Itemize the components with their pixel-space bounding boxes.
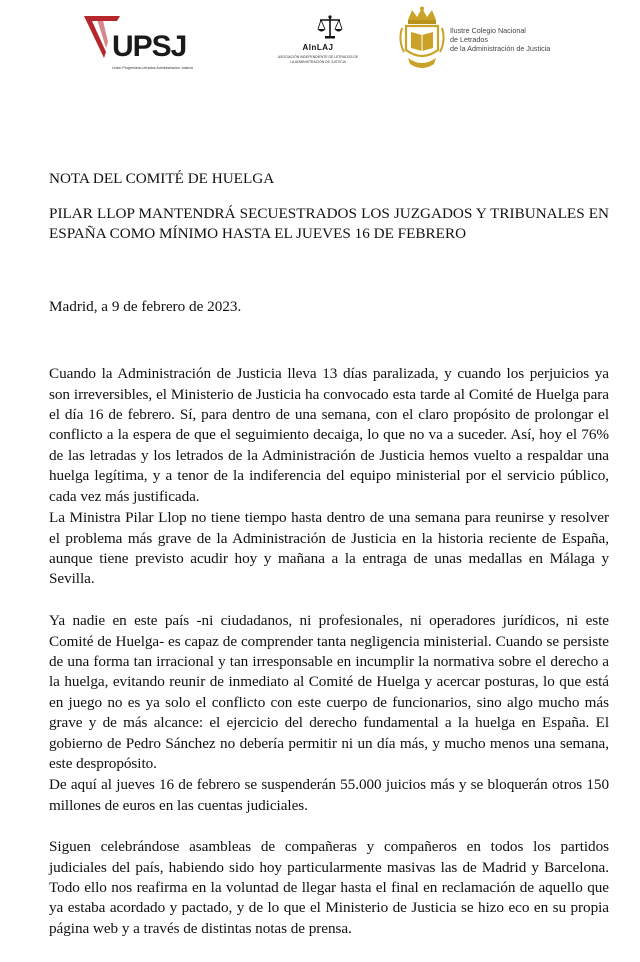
document-heading: NOTA DEL COMITÉ DE HUELGA [49, 170, 275, 187]
paragraph-5: Siguen celebrándose asambleas de compañeras y compañeros en todos los partidos judiciales del país, habiendo sido hoy particularmente masivas las de Madrid y Barcelona. Todo ello nos reafirma en la voluntad de llegar hasta el final en reclamación de aquello que ya estaba acordado y pactado, y de lo que el Ministerio de Justicia se hizo eco en su propia página web y a través de distintas notas de prensa. [49, 838, 609, 937]
colegio-line-3: de la Administración de Justicia [450, 44, 551, 54]
colegio-crest-icon [398, 6, 446, 76]
upsj-tagline: Unión Progresista Letrados Administración Justicia [112, 66, 193, 70]
paragraph-3: Ya nadie en este país -ni ciudadanos, ni profesionales, ni operadores jurídicos, ni este Comité de Huelga- es capaz de comprender tanta negligencia ministerial. Cuando se persiste de una forma tan irracional y tan irresponsable en incumplir la normativa sobre el derecho a la huelga, evitando reunir de inmediato al Comité de Huelga y acercar posturas, lo que está en juego no es ya solo el conflicto con este cuerpo de funcionarios, sino algo mucho más grave y de más alcance: el ejercicio del derecho fundamental a la huelga en España. El gobierno de Pedro Sánchez no debería permitir ni un día más, y mucho menos una semana, este despropósito. [49, 612, 609, 773]
colegio-line-2: de Letrados [450, 35, 488, 45]
colegio-line-1: Ilustre Colegio Nacional [450, 26, 526, 35]
colegio-name [450, 26, 550, 54]
paragraph-1: Cuando la Administración de Justicia lleva 13 días paralizada, y cuando los perjuicios ya son irreversibles, el Ministerio de Justicia ha convocado esta tarde al Comité de Huelga para el día 16 de febrero. Sí, para dentro de una semana, con el claro propósito de prolongar el conflicto a la espera de que el seguimiento decaiga, lo que no va a suceder. Así, hoy el 76% de las letradas y los letrados de la Administración de Justicia hemos vuelto a respaldar una huelga legítima, y a tenor de la indiferencia del equipo ministerial por el servicio público, cada vez más justificada. [49, 365, 609, 505]
upsj-logo [82, 12, 202, 70]
document-title: PILAR LLOP MANTENDRÁ SECUESTRADOS LOS JUZGADOS Y TRIBUNALES EN ESPAÑA COMO MÍNIMO HASTA EL JUEVES 16 DE FEBRERO [49, 205, 609, 242]
ainlaj-name: AInLAJ [302, 43, 334, 52]
colegio-logo [398, 6, 578, 78]
dateline: Madrid, a 9 de febrero de 2023. [49, 298, 242, 315]
paragraph-2: La Ministra Pilar Llop no tiene tiempo hasta dentro de una semana para reunirse y resolver el problema más grave de la Administración de Justicia en la historia reciente de España, aunque tiene previsto acudir hoy y mañana a la entraga de unas medallas en Málaga y Sevilla. [49, 509, 609, 588]
scales-of-justice-icon [317, 14, 343, 40]
upsj-name: UPSJ [112, 30, 187, 63]
ainlaj-logo [268, 14, 388, 74]
paragraph-4: De aquí al jueves 16 de febrero se suspenderán 55.000 juicios más y se bloquerán otros 150 millones de euros en las cuentas judiciales. [49, 776, 609, 814]
ainlaj-subtitle: ASOCIACIÓN INDEPENDIENTE DE LETRADOS DE LA ADMINISTRACIÓN DE JUSTICIA [277, 55, 359, 64]
letterhead [0, 0, 640, 80]
